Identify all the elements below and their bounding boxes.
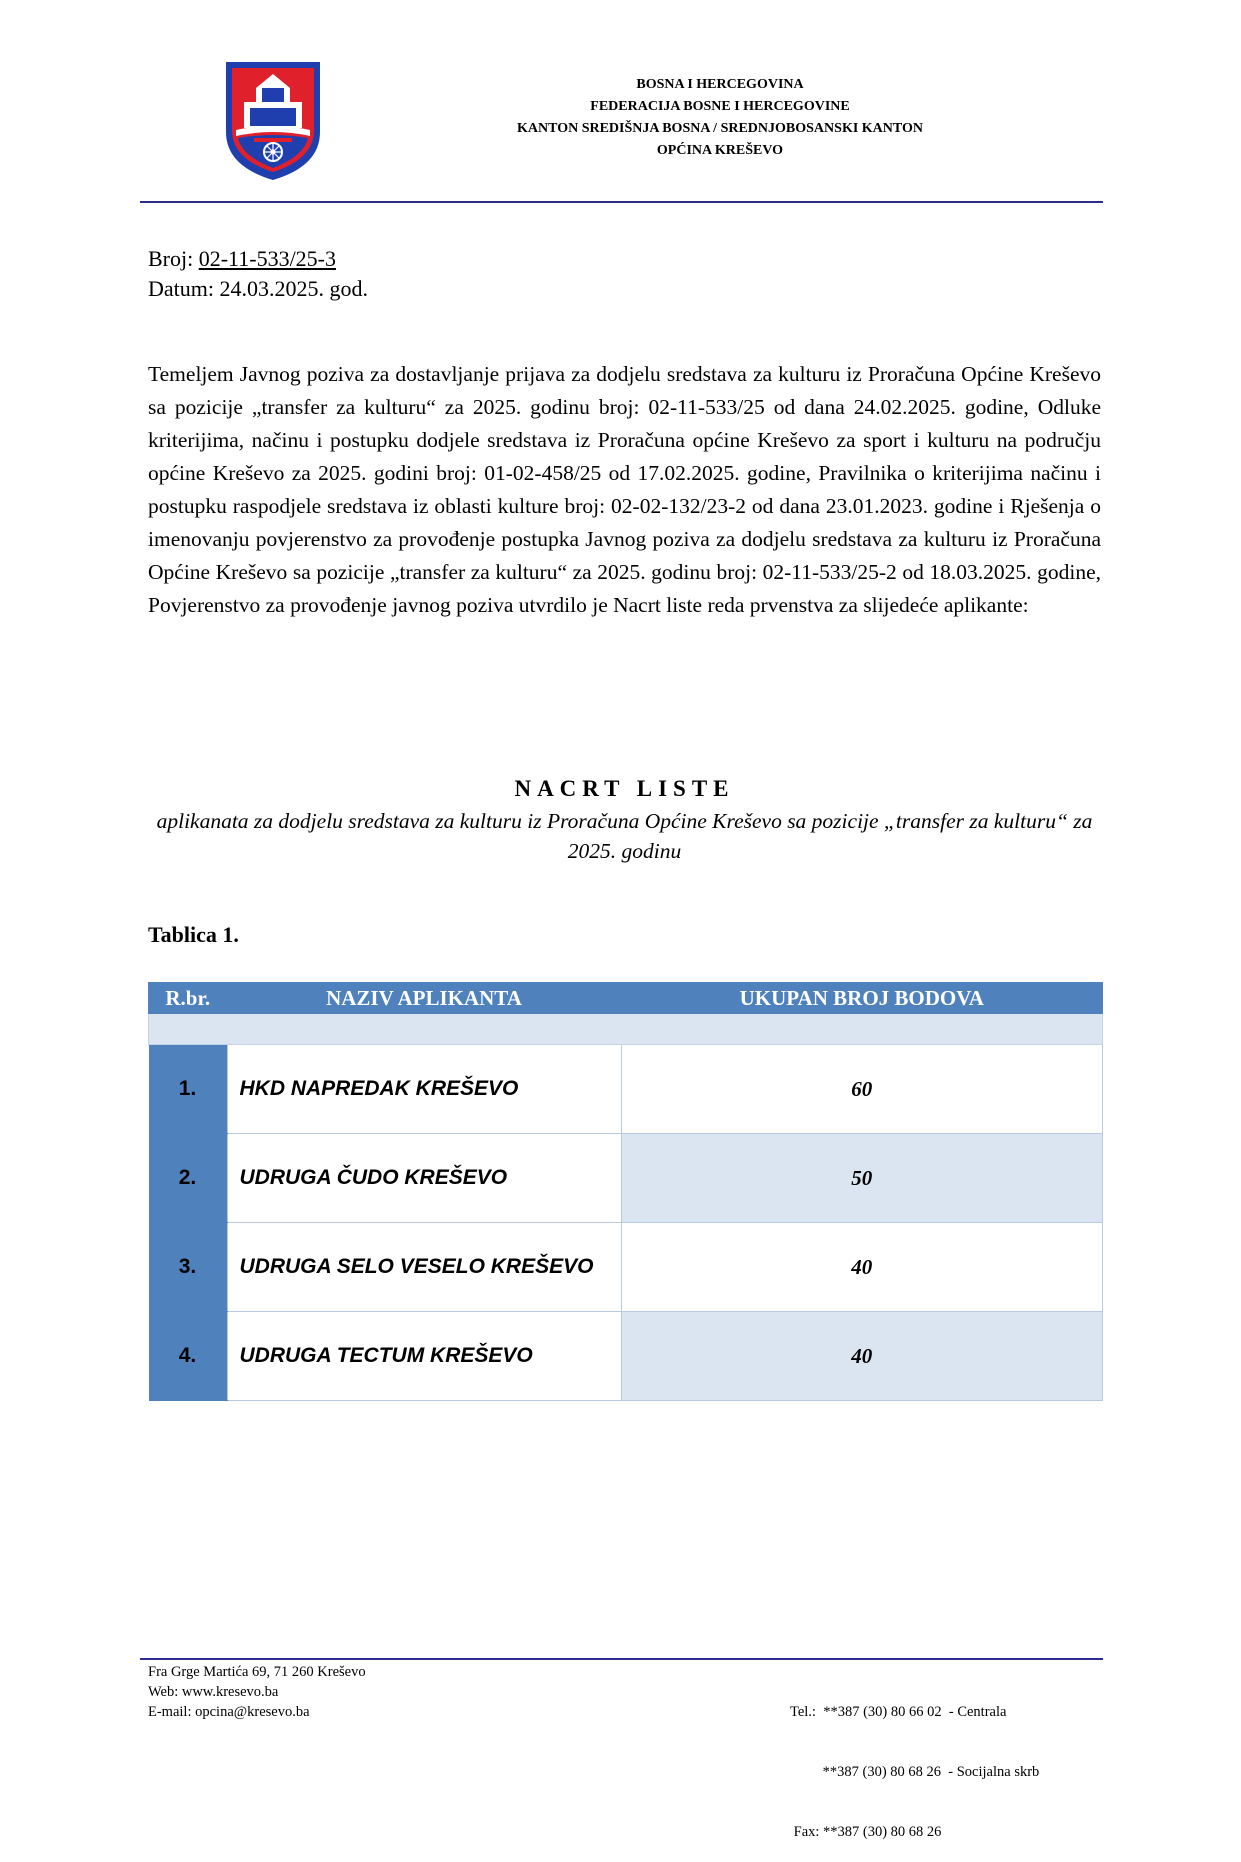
list-title: NACRT LISTE [514, 776, 735, 801]
reference-date-value: 24.03.2025. god. [219, 276, 368, 301]
applicants-table [148, 982, 1103, 1401]
applicant-name: HKD NAPREDAK KREŠEVO [227, 1045, 621, 1134]
footer-fax: Fax: **387 (30) 80 68 26 [790, 1824, 942, 1840]
applicant-points: 40 [621, 1223, 1103, 1312]
footer-email: E-mail: opcina@kresevo.ba [148, 1704, 310, 1720]
municipality-crest-icon [220, 58, 326, 182]
applicant-points: 60 [621, 1045, 1103, 1134]
applicant-name: UDRUGA TECTUM KREŠEVO [227, 1312, 621, 1401]
header-line-municipality: OPĆINA KREŠEVO [656, 143, 784, 158]
row-number: 2. [149, 1134, 228, 1223]
reference-number-value: 02-11-533/25-3 [198, 246, 337, 271]
footer-address: Fra Grge Martića 69, 71 260 Kreševo [148, 1664, 366, 1680]
footer-web: Web: www.kresevo.ba [148, 1684, 279, 1700]
header-line-country: BOSNA I HERCEGOVINA [636, 77, 804, 92]
table-header-row [149, 983, 1103, 1014]
reference-number-label: Broj: [148, 246, 194, 271]
applicant-name: UDRUGA ČUDO KREŠEVO [227, 1134, 621, 1223]
applicant-points: 50 [621, 1134, 1103, 1223]
applicant-name: UDRUGA SELO VESELO KREŠEVO [227, 1223, 621, 1312]
footer-tel-central: Tel.: **387 (30) 80 66 02 - Centrala [790, 1704, 1007, 1720]
document-header [440, 74, 1000, 162]
footer-divider [140, 1658, 1103, 1660]
header-line-federation: FEDERACIJA BOSNE I HERCEGOVINE [590, 99, 850, 114]
reference-date [148, 274, 368, 304]
reference-number [148, 244, 368, 274]
table-row [149, 1312, 1103, 1401]
footer-contact-left [148, 1662, 366, 1722]
table-label: Tablica 1. [148, 922, 239, 947]
row-number: 3. [149, 1223, 228, 1312]
column-header-rbr: R.br. [149, 983, 228, 1014]
reference-date-label: Datum: [148, 276, 214, 301]
row-number: 4. [149, 1312, 228, 1401]
applicant-points: 40 [621, 1312, 1103, 1401]
list-subtitle: aplikanata za dodjelu sredstava za kulturu iz Proračuna Općine Kreševo sa pozicije „transfer za kulturu“ za 2025. godinu [156, 809, 1093, 863]
footer-contact-right [790, 1662, 1039, 1862]
table-row [149, 1045, 1103, 1134]
intro-paragraph: Temeljem Javnog poziva za dostavljanje prijava za dodjelu sredstava za kulturu iz Proračuna Općine Kreševo sa pozicije „transfer za kulturu“ za 2025. godinu broj: 02-11-533/25 od dana 24.02.2025. godine, Odluke kriterijima, načinu i postupku dodjele sredstava iz Proračuna općine Kreševo za sport i kulturu na području općine Kreševo za 2025. godini broj: 01-02-458/25 od 17.02.2025. godine, Pravilnika o kriterijima načinu i postupku raspodjele sredstava iz oblasti kulture broj: 02-02-132/23-2 od dana 23.01.2023. godine i Rješenja o imenovanju povjerenstvo za provođenje postupka Javnog poziva za dodjelu sredstava za kulturu iz Proračuna Općine Kreševo sa pozicije „transfer za kulturu“ za 2025. godinu broj: 02-11-533/25-2 od 18.03.2025. godine, Povjerenstvo za provođenje javnog poziva utvrdilo je Nacrt liste reda prvenstva za slijedeće aplikante: [148, 362, 1101, 617]
document-reference [148, 244, 368, 304]
table-spacer-row [149, 1014, 1103, 1045]
footer-tel-social: **387 (30) 80 68 26 - Socijalna skrb [790, 1764, 1040, 1780]
header-divider [140, 201, 1103, 203]
row-number: 1. [149, 1045, 228, 1134]
column-header-name: NAZIV APLIKANTA [227, 983, 621, 1014]
table-row [149, 1223, 1103, 1312]
header-line-canton: KANTON SREDIŠNJA BOSNA / SREDNJOBOSANSKI KANTON [517, 121, 923, 136]
table-row [149, 1134, 1103, 1223]
column-header-points: UKUPAN BROJ BODOVA [621, 983, 1103, 1014]
